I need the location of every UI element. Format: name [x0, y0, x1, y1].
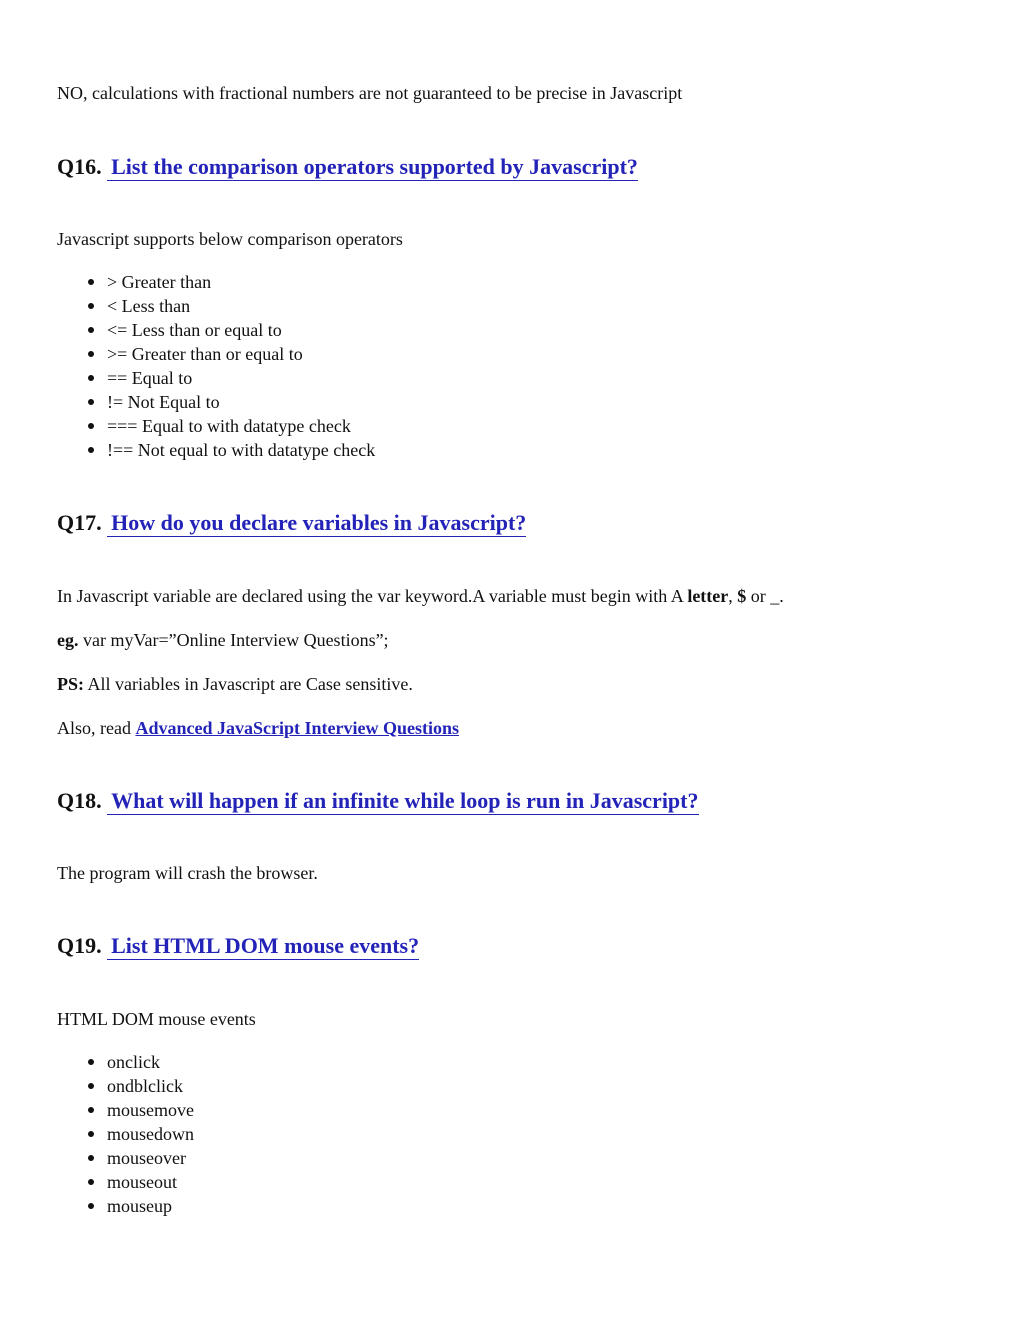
- list-item: === Equal to with datatype check: [57, 414, 375, 438]
- example-label: eg.: [57, 630, 79, 650]
- q18-answer: The program will crash the browser.: [57, 863, 318, 883]
- q17-note: PS: All variables in Javascript are Case sensitive.: [57, 674, 413, 694]
- bullet-icon: [88, 1155, 94, 1161]
- q17-heading: [57, 509, 526, 537]
- q16-title-link[interactable]: List the comparison operators supported by Javascript?: [107, 154, 638, 181]
- list-item: onclick: [57, 1050, 194, 1074]
- q19-title-link[interactable]: List HTML DOM mouse events?: [107, 933, 419, 960]
- bullet-icon: [88, 351, 94, 357]
- q17-number: Q17.: [57, 510, 102, 535]
- list-item: mouseout: [57, 1170, 194, 1194]
- bullet-icon: [88, 1107, 94, 1113]
- q17-title-link[interactable]: How do you declare variables in Javascript?: [107, 510, 526, 537]
- bullet-icon: [88, 447, 94, 453]
- q17-example: eg. var myVar=”Online Interview Questions”;: [57, 630, 389, 650]
- list-item: mouseover: [57, 1146, 194, 1170]
- list-item: ondblclick: [57, 1074, 194, 1098]
- list-item: !== Not equal to with datatype check: [57, 438, 375, 462]
- q18-number: Q18.: [57, 788, 102, 813]
- bullet-icon: [88, 327, 94, 333]
- list-item: mousedown: [57, 1122, 194, 1146]
- q16-number: Q16.: [57, 154, 102, 179]
- list-item: != Not Equal to: [57, 390, 375, 414]
- list-item: mousemove: [57, 1098, 194, 1122]
- list-item: > Greater than: [57, 270, 375, 294]
- bullet-icon: [88, 1059, 94, 1065]
- list-item: < Less than: [57, 294, 375, 318]
- bullet-icon: [88, 399, 94, 405]
- q16-heading: [57, 153, 638, 181]
- list-item: <= Less than or equal to: [57, 318, 375, 342]
- q19-heading: [57, 932, 419, 960]
- q16-operator-list: [57, 270, 375, 462]
- q17-paragraph: In Javascript variable are declared using the var keyword.A variable must begin with A letter, $ or _.: [57, 586, 784, 606]
- list-item: >= Greater than or equal to: [57, 342, 375, 366]
- bullet-icon: [88, 1083, 94, 1089]
- q18-title-link[interactable]: What will happen if an infinite while loop is run in Javascript?: [107, 788, 698, 815]
- bullet-icon: [88, 1131, 94, 1137]
- ps-label: PS:: [57, 674, 84, 694]
- bullet-icon: [88, 279, 94, 285]
- list-item: == Equal to: [57, 366, 375, 390]
- q19-number: Q19.: [57, 933, 102, 958]
- q17-also-read: Also, read Advanced JavaScript Interview Questions: [57, 718, 459, 738]
- intro-paragraph: NO, calculations with fractional numbers are not guaranteed to be precise in Javascript: [57, 83, 683, 103]
- q16-intro: Javascript supports below comparison operators: [57, 229, 403, 249]
- list-item: mouseup: [57, 1194, 194, 1218]
- bullet-icon: [88, 1203, 94, 1209]
- advanced-js-questions-link[interactable]: Advanced JavaScript Interview Questions: [135, 718, 459, 738]
- bullet-icon: [88, 1179, 94, 1185]
- q18-heading: [57, 787, 699, 815]
- bullet-icon: [88, 375, 94, 381]
- q19-event-list: [57, 1050, 194, 1218]
- bullet-icon: [88, 423, 94, 429]
- q19-intro: HTML DOM mouse events: [57, 1009, 256, 1029]
- bullet-icon: [88, 303, 94, 309]
